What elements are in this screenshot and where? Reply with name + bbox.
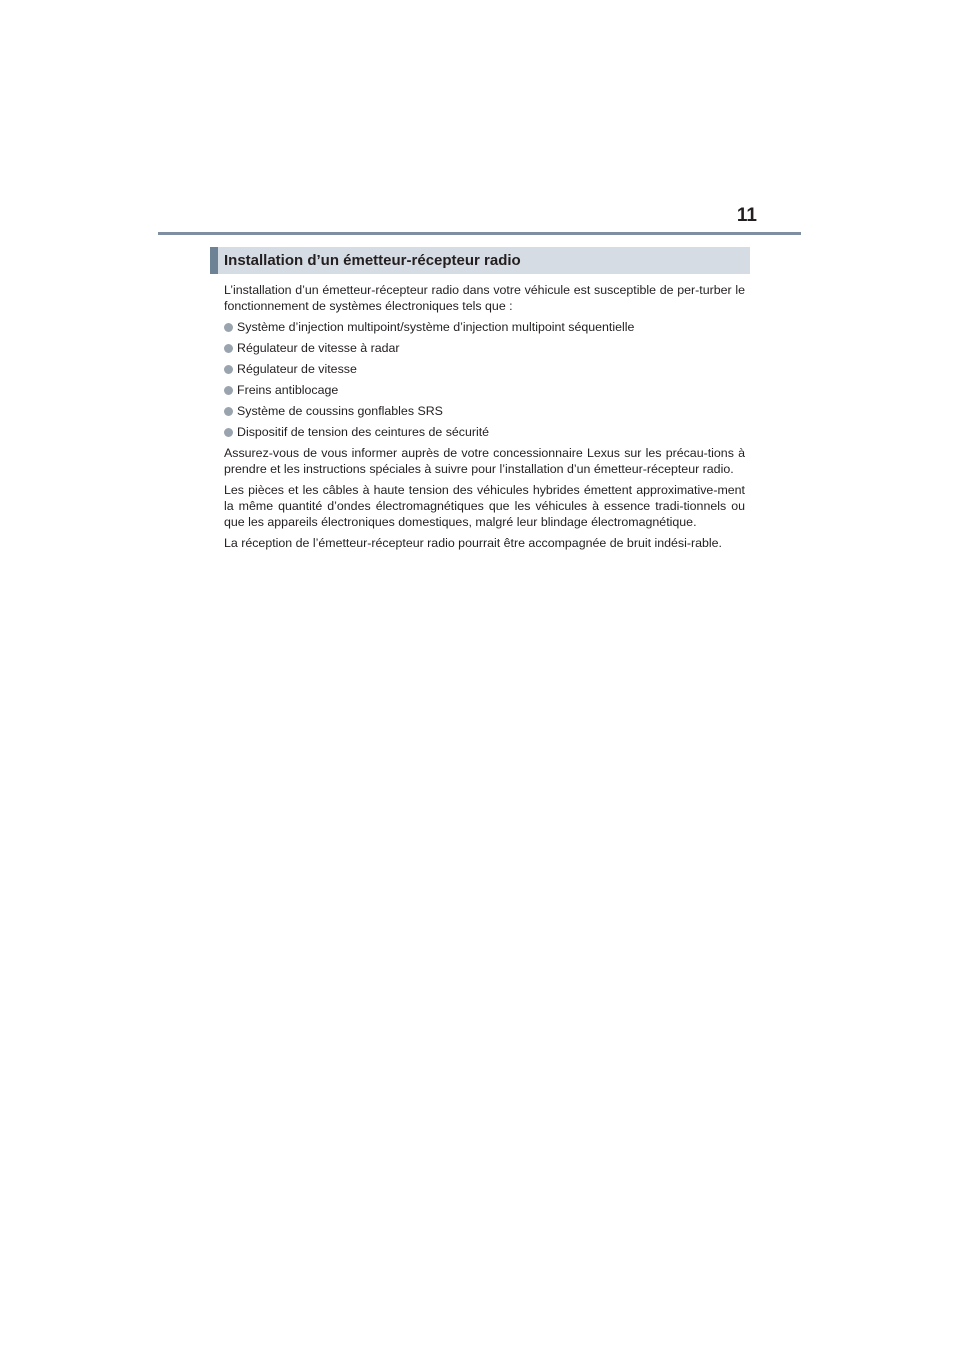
- bullet-text: Système de coussins gonflables SRS: [237, 404, 443, 418]
- section-heading: [210, 247, 750, 274]
- dealer-advice-paragraph: Assurez-vous de vous informer auprès de votre concessionnaire Lexus sur les précau-tions à prendre et les instructions spéciales à suivre pour l’installation d’un émetteur-récepteur radio.: [224, 446, 745, 476]
- list-item: [224, 403, 745, 419]
- high-voltage-paragraph: Les pièces et les câbles à haute tension des véhicules hybrides émettent approximative-ment la même quantité d’ondes électromagnétiques que les véhicules à essence tradi-tionnels ou que les appareils électroniques domestiques, malgré leur blindage électromagnétique.: [224, 483, 745, 529]
- bullet-icon: [224, 365, 233, 374]
- section-body: [224, 282, 745, 556]
- bullet-icon: [224, 344, 233, 353]
- bullet-icon: [224, 323, 233, 332]
- list-item: [224, 361, 745, 377]
- bullet-icon: [224, 428, 233, 437]
- list-item: [224, 340, 745, 356]
- bullet-text: Système d’injection multipoint/système d’injection multipoint séquentielle: [237, 320, 635, 334]
- list-item: [224, 319, 745, 335]
- intro-paragraph: L’installation d’un émetteur-récepteur radio dans votre véhicule est susceptible de per-turber le fonctionnement de systèmes électroniques tels que :: [224, 283, 745, 313]
- page-number: 11: [736, 205, 757, 226]
- section-title: Installation d’un émetteur-récepteur radio: [224, 252, 521, 269]
- header-rule: [158, 232, 801, 235]
- bullet-text: Dispositif de tension des ceintures de sécurité: [237, 425, 490, 439]
- bullet-text: Régulateur de vitesse à radar: [237, 341, 400, 355]
- bullet-icon: [224, 407, 233, 416]
- bullet-icon: [224, 386, 233, 395]
- list-item: [224, 382, 745, 398]
- bullet-list: [224, 319, 745, 440]
- reception-noise-paragraph: La réception de l’émetteur-récepteur radio pourrait être accompagnée de bruit indési-rable.: [224, 536, 722, 550]
- bullet-text: Régulateur de vitesse: [237, 362, 357, 376]
- bullet-text: Freins antiblocage: [237, 383, 339, 397]
- list-item: [224, 424, 745, 440]
